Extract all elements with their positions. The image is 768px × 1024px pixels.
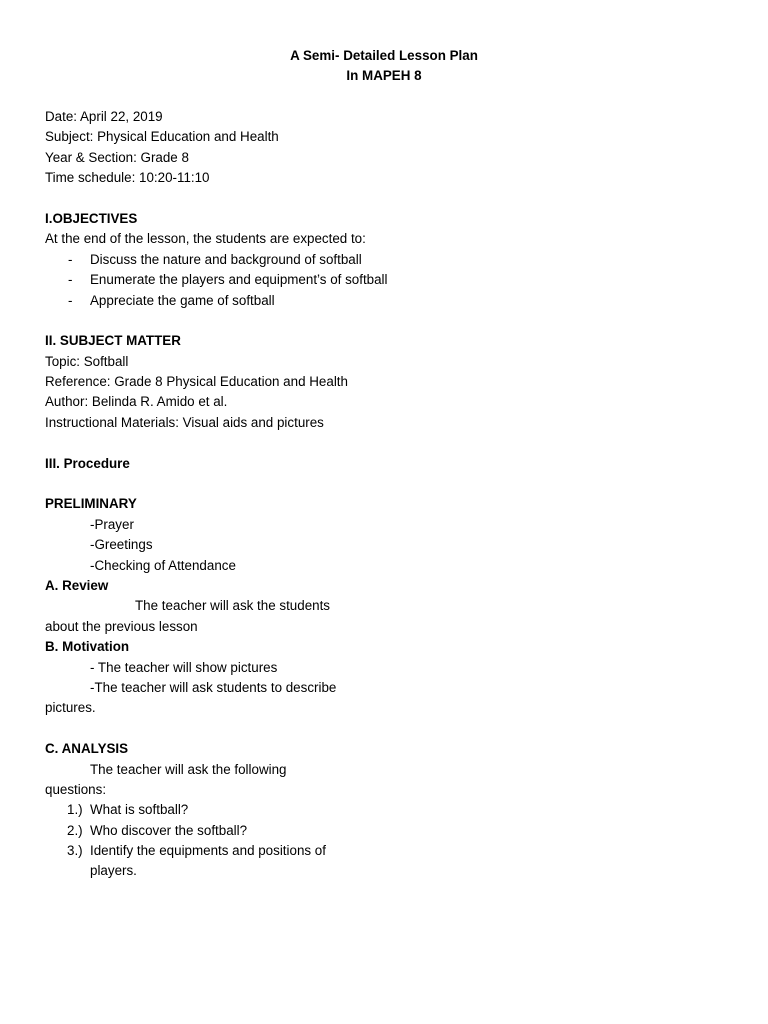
question-number: 2.): [67, 822, 83, 838]
preliminary-item: -Checking of Attendance: [90, 557, 236, 573]
question-text-cont: players.: [90, 863, 137, 879]
analysis-heading: C. ANALYSIS: [45, 741, 129, 757]
analysis-question: [45, 821, 725, 841]
objective-text: Appreciate the game of softball: [90, 292, 275, 308]
analysis-text: The teacher will ask the following: [90, 761, 287, 777]
objective-item: [45, 250, 725, 270]
author-line: Author: Belinda R. Amido et al.: [45, 394, 228, 410]
year-section-line: Year & Section: Grade 8: [45, 149, 189, 165]
objective-text: Discuss the nature and background of softball: [90, 251, 362, 267]
procedure-heading: III. Procedure: [45, 455, 130, 471]
objective-text: Enumerate the players and equipment’s of softball: [90, 272, 388, 288]
motivation-text: - The teacher will show pictures: [90, 659, 278, 675]
motivation-text-cont: pictures.: [45, 700, 96, 716]
review-text-cont: about the previous lesson: [45, 618, 198, 634]
bullet-dash: -: [68, 272, 73, 288]
date-line: Date: April 22, 2019: [45, 109, 163, 124]
preliminary-heading: PRELIMINARY: [45, 496, 137, 512]
question-number: 1.): [67, 802, 83, 818]
review-text: The teacher will ask the students: [135, 598, 331, 614]
question-text: Who discover the softball?: [90, 822, 248, 838]
analysis-question: [45, 841, 725, 861]
bullet-dash: -: [68, 292, 73, 308]
objectives-heading: I.OBJECTIVES: [45, 210, 138, 226]
question-text: What is softball?: [90, 802, 189, 818]
subject-matter-heading: II. SUBJECT MATTER: [45, 333, 181, 349]
document-title: A Semi- Detailed Lesson Plan: [290, 48, 478, 63]
motivation-text: -The teacher will ask students to describe: [90, 679, 337, 695]
question-number: 3.): [67, 843, 83, 859]
subject-line: Subject: Physical Education and Health: [45, 129, 279, 145]
preliminary-item: -Greetings: [90, 537, 153, 553]
time-schedule-line: Time schedule: 10:20-11:10: [45, 170, 210, 186]
title-block: [0, 46, 768, 87]
topic-line: Topic: Softball: [45, 353, 129, 369]
objectives-intro: At the end of the lesson, the students are expected to:: [45, 231, 366, 247]
motivation-heading: B. Motivation: [45, 639, 130, 655]
bullet-dash: -: [68, 251, 73, 267]
materials-line: Instructional Materials: Visual aids and pictures: [45, 414, 324, 430]
document-subtitle: In MAPEH 8: [346, 68, 422, 84]
analysis-text-cont: questions:: [45, 781, 107, 797]
review-heading: A. Review: [45, 577, 109, 593]
objective-item: [45, 291, 725, 311]
reference-line: Reference: Grade 8 Physical Education and Health: [45, 374, 348, 390]
document-body: [45, 107, 725, 882]
question-text: Identify the equipments and positions of: [90, 843, 326, 859]
preliminary-item: -Prayer: [90, 516, 134, 532]
objective-item: [45, 270, 725, 290]
analysis-question: [45, 800, 725, 820]
